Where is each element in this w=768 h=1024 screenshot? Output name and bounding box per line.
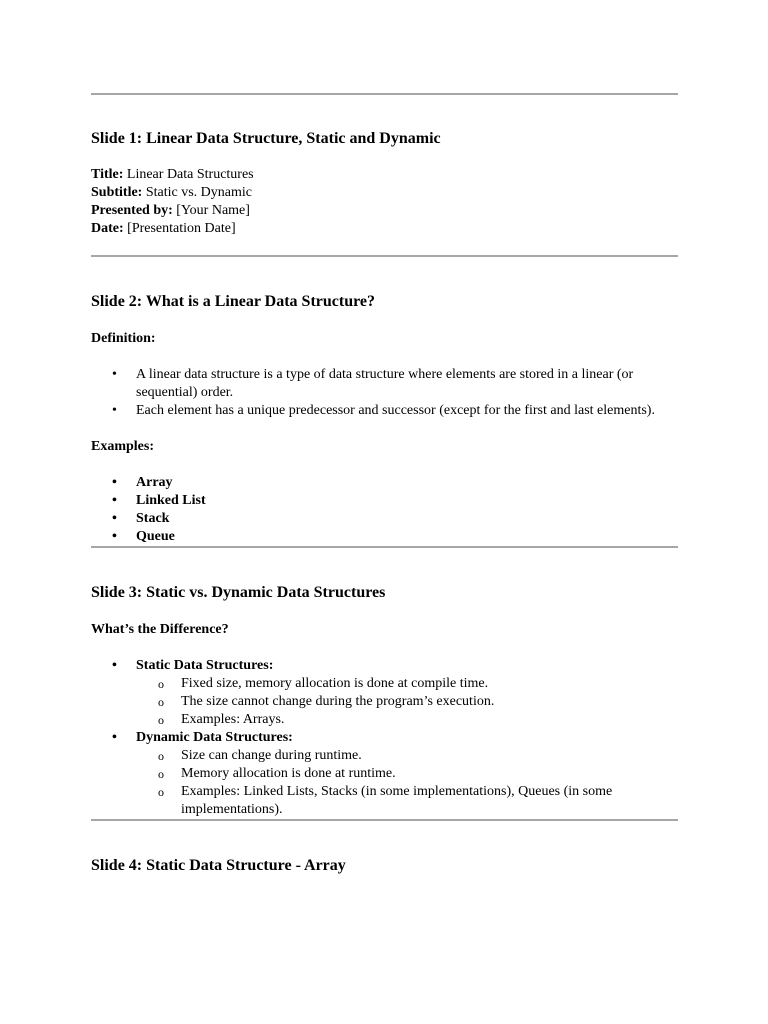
- meta-title-value: Linear Data Structures: [126, 167, 254, 182]
- list-item: • A linear data structure is a type of data structure where elements are stored in a linear (or sequential) order.: [91, 366, 678, 402]
- slide-4-heading: Slide 4: Static Data Structure - Array: [91, 857, 346, 874]
- meta-date-value: [Presentation Date]: [127, 221, 236, 236]
- group-name: Dynamic Data Structures:: [136, 730, 293, 745]
- difference-list: [91, 657, 678, 819]
- sublist-item: o Examples: Linked Lists, Stacks (in some implementations), Queues (in some implementations).: [136, 783, 678, 819]
- slide-3-heading: Slide 3: Static vs. Dynamic Data Structures: [91, 584, 386, 601]
- group-name: Static Data Structures:: [136, 658, 274, 673]
- examples-label: Examples:: [91, 439, 154, 454]
- horizontal-rule: [91, 93, 678, 95]
- list-item-dynamic: [91, 729, 678, 819]
- list-item: • Linked List: [91, 492, 678, 510]
- slide-1-meta: [91, 166, 678, 238]
- list-item: • Array: [91, 474, 678, 492]
- sublist-item: o Memory allocation is done at runtime.: [136, 765, 678, 783]
- meta-subtitle-key: Subtitle:: [91, 185, 143, 200]
- sublist-item: o The size cannot change during the program’s execution.: [136, 693, 678, 711]
- list-item-static: [91, 657, 678, 729]
- meta-presenter-line: [91, 202, 678, 220]
- slide-2-heading: Slide 2: What is a Linear Data Structure?: [91, 293, 376, 310]
- slide-4-section: [91, 856, 678, 876]
- sublist-item: o Examples: Arrays.: [136, 711, 678, 729]
- horizontal-rule: [91, 819, 678, 821]
- meta-subtitle-line: [91, 184, 678, 202]
- slide-1-heading: Slide 1: Linear Data Structure, Static and Dynamic: [91, 130, 441, 147]
- list-item: • Each element has a unique predecessor and successor (except for the first and last elements).: [91, 402, 678, 420]
- difference-label: What’s the Difference?: [91, 622, 229, 637]
- sublist-item: o Fixed size, memory allocation is done at compile time.: [136, 675, 678, 693]
- dynamic-sublist: [136, 747, 678, 819]
- horizontal-rule: [91, 546, 678, 548]
- document-page: [91, 93, 678, 876]
- static-sublist: [136, 675, 678, 729]
- definition-list: [91, 366, 678, 420]
- list-item: • Stack: [91, 510, 678, 528]
- list-item: • Queue: [91, 528, 678, 546]
- meta-subtitle-value: Static vs. Dynamic: [145, 185, 252, 200]
- meta-title-line: [91, 166, 678, 184]
- examples-list: [91, 474, 678, 546]
- sublist-item: o Size can change during runtime.: [136, 747, 678, 765]
- slide-1-section: [91, 129, 678, 238]
- slide-3-section: [91, 583, 678, 819]
- meta-date-line: [91, 220, 678, 238]
- definition-label: Definition:: [91, 331, 156, 346]
- slide-2-section: [91, 292, 678, 546]
- horizontal-rule: [91, 255, 678, 257]
- meta-presenter-key: Presented by:: [91, 203, 173, 218]
- meta-presenter-value: [Your Name]: [176, 203, 250, 218]
- meta-title-key: Title:: [91, 167, 124, 182]
- meta-date-key: Date:: [91, 221, 124, 236]
